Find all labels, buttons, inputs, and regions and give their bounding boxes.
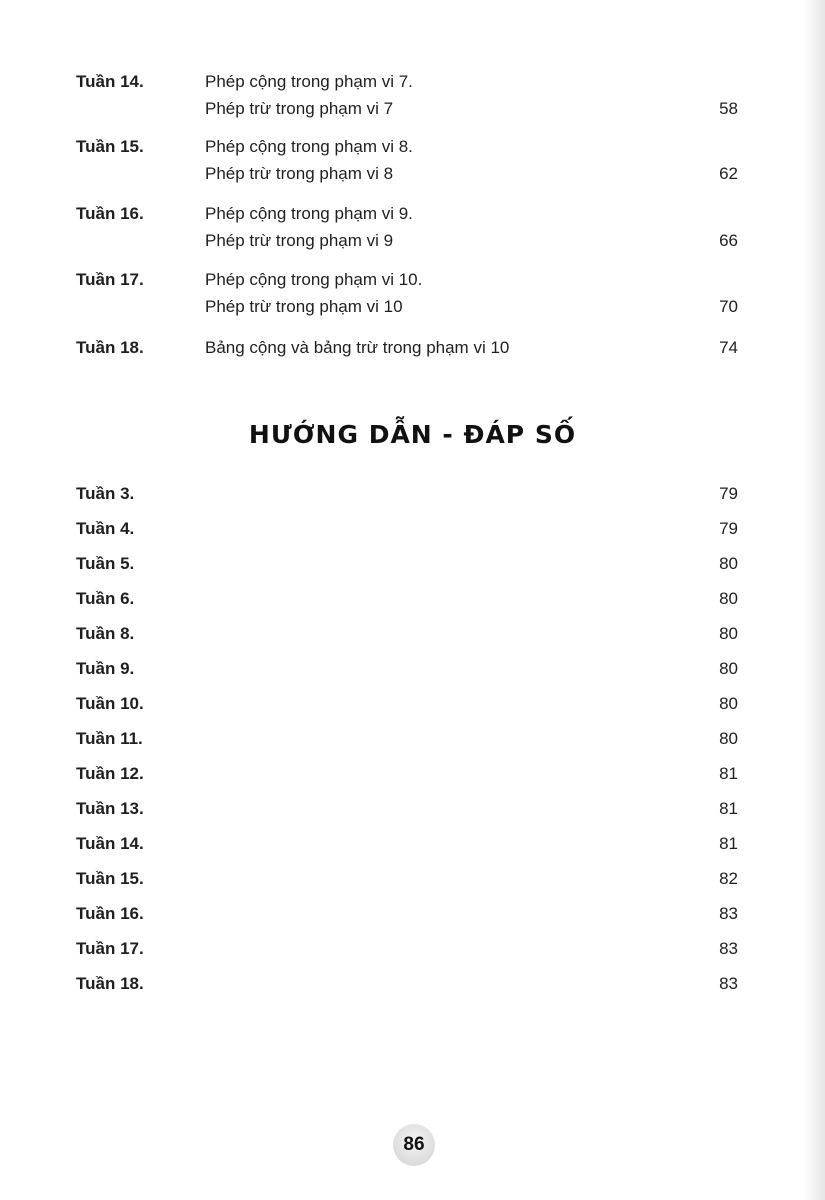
toc-week-label: Tuần 15. [76,137,144,156]
answer-page-number: 80 [719,694,738,713]
answer-week-label: Tuần 14. [76,834,144,853]
answer-page-number: 80 [719,729,738,748]
toc-topic-line: Phép cộng trong phạm vi 8. [205,137,413,156]
toc-week-label: Tuần 18. [76,338,144,357]
answer-week-label: Tuần 10. [76,694,144,713]
answer-week-label: Tuần 9. [76,659,135,678]
answer-row [0,760,825,788]
answer-row [0,690,825,718]
toc-topic-line: Bảng cộng và bảng trừ trong phạm vi 10 [205,338,510,357]
answer-row [0,550,825,578]
answer-row [0,795,825,823]
toc-page-number: 74 [719,338,738,357]
answer-page-number: 83 [719,939,738,958]
answer-page-number: 82 [719,869,738,888]
answer-row [0,935,825,963]
answer-page-number: 80 [719,624,738,643]
answer-page-number: 80 [719,659,738,678]
answer-row [0,865,825,893]
answer-row [0,620,825,648]
answer-page-number: 80 [719,554,738,573]
answer-week-label: Tuần 11. [76,729,143,748]
answer-week-label: Tuần 6. [76,589,135,608]
answer-week-label: Tuần 15. [76,869,144,888]
toc-week-label: Tuần 16. [76,204,144,223]
toc-topic-line: Phép trừ trong phạm vi 10 [205,297,403,316]
toc-page-number: 58 [719,99,738,118]
answer-row [0,585,825,613]
answer-page-number: 80 [719,589,738,608]
answer-week-label: Tuần 13. [76,799,144,818]
answer-page-number: 81 [719,764,738,783]
page-number-badge: 86 [393,1124,435,1166]
toc-topic-line: Phép cộng trong phạm vi 9. [205,204,413,223]
toc-week-label: Tuần 14. [76,72,144,91]
toc-topic-line: Phép trừ trong phạm vi 9 [205,231,394,250]
answer-row [0,655,825,683]
answer-row [0,480,825,508]
answer-week-label: Tuần 8. [76,624,135,643]
answer-week-label: Tuần 17. [76,939,144,958]
answer-row [0,970,825,998]
toc-page-number: 62 [719,164,738,183]
answer-row [0,725,825,753]
answer-page-number: 81 [719,834,738,853]
answer-row [0,830,825,858]
answer-row [0,900,825,928]
answer-page-number: 83 [719,904,738,923]
toc-topic-line: Phép cộng trong phạm vi 10. [205,270,423,289]
answer-page-number: 79 [719,519,738,538]
toc-topic-line: Phép cộng trong phạm vi 7. [205,72,413,91]
answers-section-title: HƯỚNG DẪN - ĐÁP SỐ [248,420,577,449]
answer-row [0,515,825,543]
toc-topic-line: Phép trừ trong phạm vi 7 [205,99,394,118]
answer-page-number: 81 [719,799,738,818]
toc-topic-line: Phép trừ trong phạm vi 8 [205,164,394,183]
answer-page-number: 83 [719,974,738,993]
answer-week-label: Tuần 5. [76,554,135,573]
toc-week-label: Tuần 17. [76,270,144,289]
answer-week-label: Tuần 18. [76,974,144,993]
answer-week-label: Tuần 16. [76,904,144,923]
toc-page-number: 70 [719,297,738,316]
answer-week-label: Tuần 12. [76,764,144,783]
answer-week-label: Tuần 3. [76,484,135,503]
answer-page-number: 79 [719,484,738,503]
toc-page-number: 66 [719,231,738,250]
answer-week-label: Tuần 4. [76,519,135,538]
